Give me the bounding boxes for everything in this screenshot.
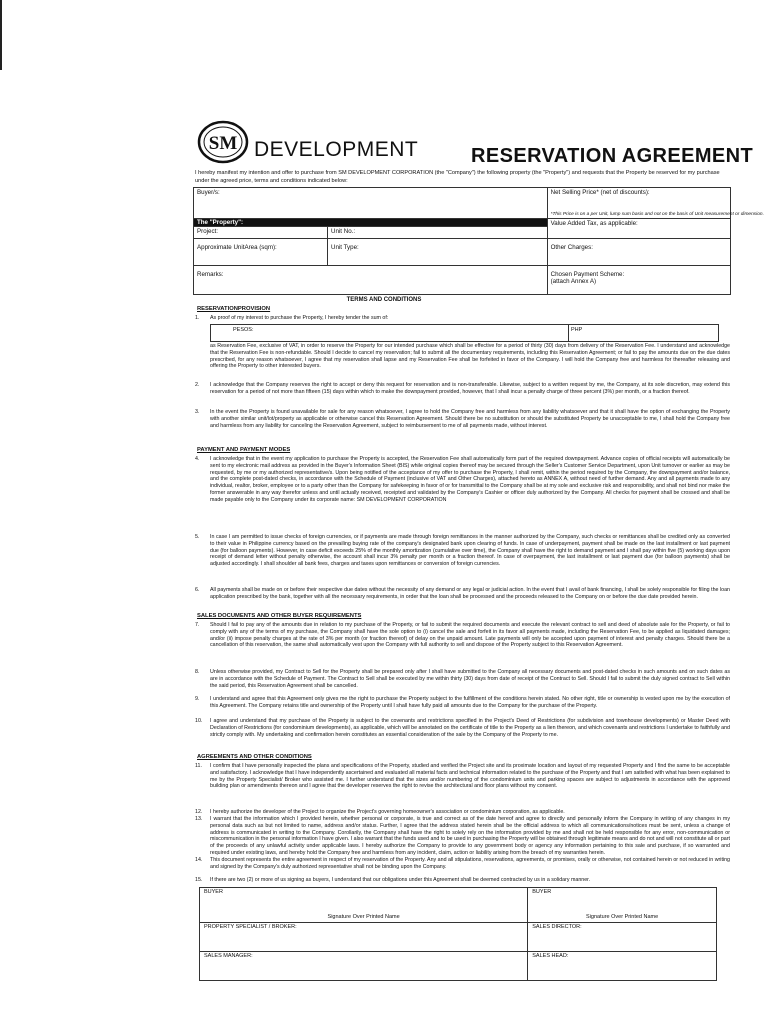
sales-director-field[interactable]: SALES DIRECTOR: [528,923,717,952]
property-specialist-field[interactable]: PROPERTY SPECIALIST / BROKER: [200,923,528,952]
clause-5: 5. In case I am permitted to issue checks of foreign currencies, or if payments are made through foreign remittances in the manner authorized by the Company, such checks or remittances shall be credited only as converted to their value in Philippine currency based on the prevailing buying rate of the company's designated bank upon clearing of funds. In case of underpayment, payment shall be made on the last installment or last payment due (for balloon payments). However, in case deficit exceeds 25% of the monthly amortization (cumulative over time), the Company shall have the right to demand payment and I shall pay within five (5) working days upon receipt of demand letter without penalty otherwise, the account shall incur 3% penalty per month or a fraction thereof. In case of overpayment, the last installment or last payment due (for balloon payments) shall be adjusted accordingly. I shall shoulder all bank fees, charges and taxes upon remittances or conversion of foreign currencies. [195,534,730,568]
clause-10: 10. I agree and understand that my purchase of the Property is subject to the covenants and restrictions specified in the Project's Deed of Restrictions (for subdivision and townhouse developments) or Master Deed with Declaration of Restrictions (for condominium developments), as applicable, which will be annotated on the certificate of title to the Property as a lien thereon, and which covenants and restrictions I undertake to faithfully and strictly comply with. My undertaking and confirmation herein constitutes an essential consideration of the sale by the Company of the Property to me. [195,718,730,738]
property-form [193,187,764,295]
buyer-1-signature[interactable]: BUYER Signature Over Printed Name [200,888,528,923]
clause-1-body: as Reservation Fee, exclusive of VAT, in order to reserve the Property for our intended purchase which shall be effective for a period of thirty (30) days from delivery of the Reservation Fee. I understand and acknowledge that the Reservation Fee is non-refundable. Should I decide to cancel my reservation; fail to submit all the documentary requirements, including this Reservation Agreement; or fail to pay the amounts due on the due dates prescribed, for any reason whatsoever, I agree that my reservation shall lapse and my Reservation Fee shall be forfeited in favor of the Company. I will hold the Company free and harmless for thereafter releasing and offering the Property to other interested buyers. [210,343,730,370]
price-note: *This Price is on a per Unit, lump sum basis and not on the basis of Unit measurement or dimension. [550,212,764,217]
clause-6: 6. All payments shall be made on or before their respective due dates without the necessity of any demand or any legal or judicial action. In the event that I avail of bank financing, I shall be solely responsible for filing the loan application prescribed by the bank, together with all the necessary requirements, in order that the loan shall be processed and the proceeds released to the Company on or before the due date provided herein. [195,587,730,600]
unit-type-field[interactable]: Unit Type: [328,239,548,266]
sales-manager-field[interactable]: SALES MANAGER: [200,952,528,981]
logo-text: SM [208,133,238,154]
clause-13: 13. I warrant that the information which I provided herein, whether personal or corporate, is true and correct as of the date hereof and agree to directly and personally inform the Company in writing of any changes in my personal data such as but not limited to name, address and/or status. Further, I agree that the address stated herein shall be the official address to which all communications/notices must be sent, unless a change of address is communicated in writing to the Company. Corollarily, the Company shall have the right to solely rely on the information provided by me and shall not be held responsible for any error, non-communication or miscommunication in the personal information I have given. I also warrant that the funds used and to be used in purchasing the Property will be obtained through legitimate means and do not and will not constitute all or part of the proceeds of any unlawful activity under applicable laws. I hereby authorize the Company to provide to any government body or agency any information pertaining to this sale and purchase, if so warranted and required under existing laws, and hereby hold the Company free and harmless from any incident, claim, action or liability arising from the breach of my warranties herein. [195,816,730,856]
section-agreements: AGREEMENTS AND OTHER CONDITIONS [197,754,312,760]
clause-9: 9. I understand and agree that this Agreement only gives me the right to purchase the Property subject to the fulfillment of the conditions herein stated. No other right, title or ownership is vested upon me by the execution of this Agreement. The Company retains title and ownership of the Property until I shall have fully paid all amounts due to the Company for the purchase of the Property. [195,696,730,709]
signature-block [199,887,717,981]
sm-logo [197,120,249,164]
section-payment: PAYMENT AND PAYMENT MODES [197,447,291,453]
brand-name: DEVELOPMENT [254,138,419,161]
page-edge [0,0,2,70]
vat-field[interactable]: Value Added Tax, as applicable: [547,219,730,239]
pesos-input[interactable]: PESOS: PHP [210,324,719,342]
payment-scheme-field[interactable]: Chosen Payment Scheme: (attach Annex A) [547,266,730,295]
section-reservation: RESERVATIONPROVISION [197,306,271,312]
clause-4: 4. I acknowledge that in the event my application to purchase the Property is accepted, the Reservation Fee shall automatically form part of the required downpayment. Advance copies of official receipts will automatically be sent to my electronic mail address as provided in the Buyer's Information Sheet (BIS) while original copies thereof may be secured through the Seller's Customer Service Department, upon Unit turnover or earlier as may be requested, by me or my authorized representative/s. Upon being notified of the acceptance of my offer to purchase the Property, I shall remit, within the period required by the Company, the downpayment and/or balance, and the complete post-dated checks, in accordance with the Schedule of Payment (inclusive of VAT and Other Charges), attached hereto as ANNEX A, without need of further demand. Any and all payments made to any individual, realtor, broker, employee or to a party other than the Company for safekeeping in favor of or for transmittal to the Company shall be at my sole and exclusive risk and responsibility, and shall not bind nor make the former answerable in any way therefor unless and until actually received, receipted and validated by the Company's Cashier or officer duly authorized by the Company. All checks for payment shall be crossed and shall be made payable only to the Company under its corporate name: SM DEVELOPMENT CORPORATION [195,456,730,503]
area-field[interactable]: Approximate UnitArea (sqm): [194,239,328,266]
project-field[interactable]: Project: [194,227,328,239]
property-header: The "Property": [194,219,548,227]
buyers-field[interactable]: Buyer/s: [194,188,548,219]
clause-14: 14. This document represents the entire agreement in respect of my reservation of the Property. Any and all stipulations, reservations, agreements, or promises, orally or otherwise, not contained herein or not reduced in writing and signed by the Company's duly authorized representative shall not be binding upon the Company. [195,857,730,870]
section-sales-documents: SALES DOCUMENTS AND OTHER BUYER REQUIREMENTS [197,613,362,619]
clause-3: 3. In the event the Property is found unavailable for sale for any reason whatsoever, I agree to hold the Company free and harmless from any liability whatsoever and that it shall have the option of exchanging the Property with another similar unit/lot/property as applicable or otherwise cancel this Reservation Agreement. Should there be no substitution or should the substituted Property be unacceptable to me, I shall hold the Company free and harmless from any liability for canceling the Reservation Agreement, subject to reimbursement to me of all payments made, without interest. [195,409,730,429]
clause-1-lead: 1. As proof of my interest to purchase the Property, I hereby tender the sum of: [195,315,389,321]
document-title: RESERVATION AGREEMENT [471,145,754,167]
other-charges-field[interactable]: Other Charges: [547,239,730,266]
remarks-field[interactable]: Remarks: [194,266,548,295]
terms-heading: TERMS AND CONDITIONS [346,297,422,303]
net-price-field[interactable]: Net Selling Price* (net of discounts): *This Price is on a per Unit, lump sum basis and not on the basis of Unit measurement or dimension. [547,188,730,219]
clause-2: 2. I acknowledge that the Company reserves the right to accept or deny this request for reservation and is non-transferable. Likewise, subject to a written request by me, the Company, at its sole discretion, may extend this reservation for a period of not more than fifteen (15) days within which to make the downpayment provided, however, that I shall incur a penalty charge of three percent (3%) per month, or a fraction thereof. [195,382,730,395]
sales-head-field[interactable]: SALES HEAD: [528,952,717,981]
clause-7: 7. Should I fail to pay any of the amounts due in relation to my purchase of the Property, or fail to submit the required documents and execute the relevant contract to sell and deed of absolute sale for the Property, or fail to comply with any of the terms of my purchase, the Company shall have the sole option to (i) cancel the sale and forfeit in its favor all payments made, including the Reservation Fee, to be applied as liquidated damages; and/or (ii) impose penalty charges at the rate of 3% per month (or fraction thereof) of delay on the unpaid amount. Late payments will only be accepted upon payment of interest and penalty charges. Should there be a cancellation of this reservation, the same shall automatically vest upon the Company with full authority to sell and dispose of the Property subject to this Reservation Agreement. [195,622,730,649]
intro-text: I hereby manifest my intention and offer to purchase from SM DEVELOPMENT CORPORATION (the "Company") the following property (the "Property") and requests that the Property be reserved for my purchase under the agreed price, terms and conditions indicated below: [195,170,720,184]
buyer-2-signature[interactable]: BUYER Signature Over Printed Name [528,888,717,923]
clause-11: 11. I confirm that I have personally inspected the plans and specifications of the Property, studied and verified the Project site and its proximate location and layout of my requested Property and I find the same to be acceptable and satisfactory. I acknowledge that I have independently ascertained and evaluated all material facts and technical information related to the purchase of the Property and that I am satisfied with what has been explained to me by the Property Specialist/ Broker who assisted me. I further understand that the sizes and/or numbering of the condominium units and parking spaces are subject to adjustments in accordance with the approved building plan or amendments thereon and I agree that the developer reserves the right to revise the architectural and floor plans without my consent. [195,763,730,790]
clause-12: 12. I hereby authorize the developer of the Project to organize the Project's governing homeowner's association or condominium corporation, as applicable. [195,809,565,815]
clause-8: 8. Unless otherwise provided, my Contract to Sell for the Property shall be prepared only after I shall have submitted to the Company all necessary documents and post-dated checks in such amounts and on such dates as are in accordance with the Schedule of Payment. The Contract to Sell shall be executed by me within thirty (30) days from date of receipt of the Contract to Sell. Should I fail to submit the duly signed contract to Sell within the said period, this Reservation Agreement shall be cancelled. [195,669,730,689]
unit-no-field[interactable]: Unit No.: [328,227,548,239]
clause-15: 15. If there are two (2) or more of us signing as buyers, I understand that our obligations under this Agreement shall be deemed contracted by us in a solidary manner. [195,877,591,883]
